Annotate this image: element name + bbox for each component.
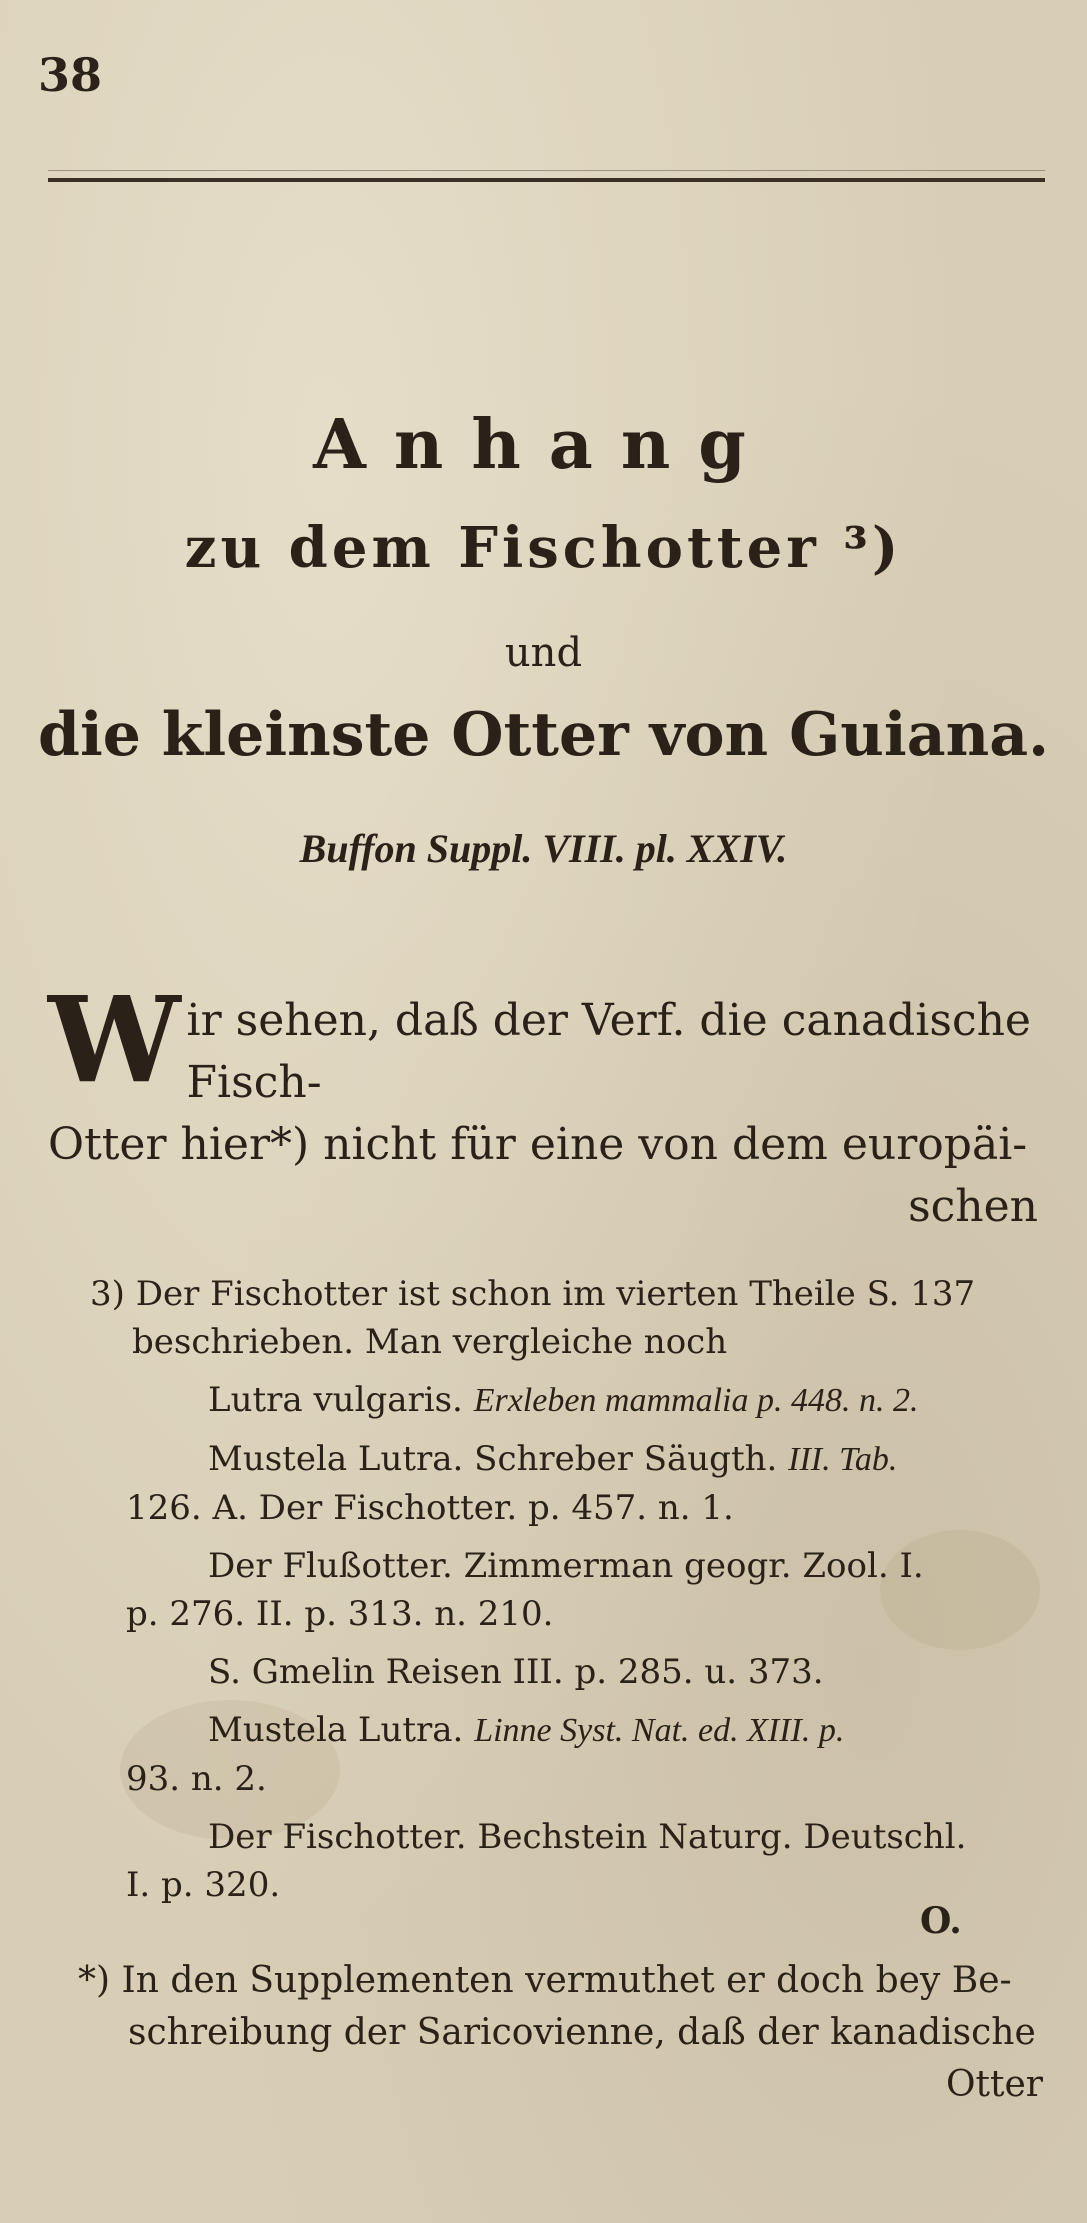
reference-text: Mustela Lutra. <box>208 1710 464 1750</box>
reference-italic: Erxleben mammalia p. 448. n. 2. <box>473 1382 919 1419</box>
section-subtitle: zu dem Fischotter ³) <box>184 515 903 581</box>
section-subtitle-second: die kleinste Otter von Guiana. <box>37 700 1049 770</box>
reference-entry <box>90 1706 1080 1803</box>
body-line: ir sehen, daß der Verf. die canadische Fisch- <box>186 995 1031 1108</box>
reference-italic: Linne Syst. Nat. ed. XIII. p. <box>474 1712 845 1749</box>
footnote-line: 3) Der Fischotter ist schon im vierten Theile S. 137 <box>90 1274 976 1314</box>
reference-entry <box>90 1648 1080 1696</box>
reference-text: Mustela Lutra. Schreber Säugth. <box>208 1439 778 1479</box>
footnote-catchword: Otter <box>946 2064 1043 2105</box>
body-line: Otter hier*) nicht für eine von dem europäi- <box>48 1119 1028 1170</box>
reference-text: S. Gmelin Reisen III. p. 285. u. 373. <box>208 1652 824 1692</box>
body-paragraph <box>48 970 1058 1238</box>
reference-entry <box>90 1435 1080 1532</box>
page-number: 38 <box>38 48 103 102</box>
reference-continuation: I. p. 320. <box>126 1865 281 1905</box>
reference-italic: III. Tab. <box>788 1441 898 1478</box>
reference-entry <box>90 1813 1080 1909</box>
footnote-asterisk <box>78 1955 1068 2111</box>
reference-entry <box>90 1376 1080 1425</box>
reference-text: Lutra vulgaris. <box>208 1380 463 1420</box>
catchword-o: O. <box>920 1900 962 1942</box>
plate-reference: Buffon Suppl. VIII. pl. XXIV. <box>299 826 788 871</box>
reference-continuation: p. 276. II. p. 313. n. 210. <box>126 1594 554 1634</box>
footnote-line: beschrieben. Man vergleiche noch <box>132 1322 728 1362</box>
header-rule <box>48 178 1045 182</box>
footnote-line: schreibung der Saricovienne, daß der kanadische <box>128 2012 1036 2053</box>
reference-text: Der Fischotter. Bechstein Naturg. Deutschl. <box>208 1817 967 1857</box>
footnote-line: *) In den Supplementen vermuthet er doch bey Be- <box>78 1960 1012 2001</box>
body-line: schen <box>908 1181 1038 1232</box>
drop-cap: W <box>48 970 181 1109</box>
reference-continuation: 126. A. Der Fischotter. p. 457. n. 1. <box>126 1488 734 1528</box>
header-rule-thin <box>48 170 1045 171</box>
reference-continuation: 93. n. 2. <box>126 1759 267 1799</box>
reference-text: Der Flußotter. Zimmerman geogr. Zool. I. <box>208 1546 924 1586</box>
section-subtitle-connector: und <box>504 630 583 676</box>
reference-entry <box>90 1542 1080 1638</box>
section-title: Anhang <box>313 405 774 485</box>
footnote-3 <box>90 1270 1080 1909</box>
